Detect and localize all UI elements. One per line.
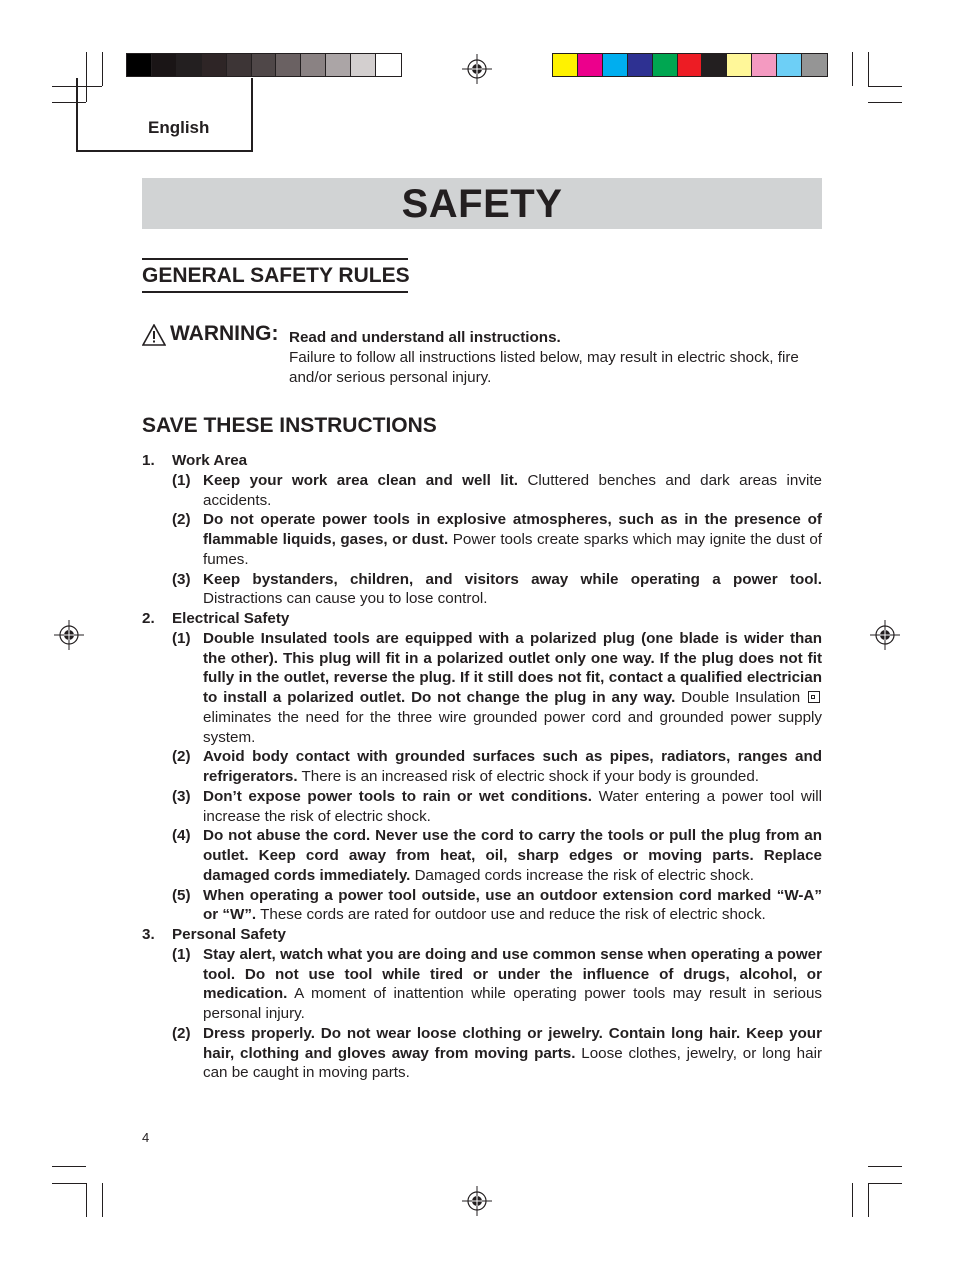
warning-label: WARNING: bbox=[170, 322, 279, 345]
color-swatch bbox=[276, 54, 301, 76]
color-swatch bbox=[802, 54, 827, 76]
section-title: Personal Safety bbox=[172, 926, 286, 943]
item-bold-text: When operating a power tool outside, use an outdoor extension cord marked “W-A” or “W”. bbox=[203, 886, 822, 924]
list-item bbox=[142, 570, 822, 610]
crop-mark bbox=[868, 86, 902, 87]
warning-text bbox=[289, 328, 822, 387]
item-bold-text: Double Insulated tools are equipped with a polarized plug (one blade is wider than the other). This plug will fit in a polarized outlet only one way. If the plug does not fit fully in the outlet, reverse the plug. If it still does not fit, contact a qualified electrician to install a polarized outlet. Do not change the plug in any way. bbox=[203, 629, 822, 706]
item-text: eliminates the need for the three wire grounded power cord and grounded power supply system. bbox=[203, 708, 822, 746]
item-number: (2) bbox=[172, 1024, 191, 1042]
item-bold-text: Do not abuse the cord. Never use the cord to carry the tools or pull the plug from an outlet. Keep cord away from heat, oil, sharp edges or moving parts. Replace damaged cords immediately. bbox=[203, 827, 822, 884]
registration-mark-icon bbox=[462, 54, 492, 84]
color-swatch bbox=[777, 54, 802, 76]
list-item bbox=[142, 945, 822, 1024]
color-swatch bbox=[127, 54, 152, 76]
list-item bbox=[142, 1024, 822, 1083]
section-number: 1. bbox=[142, 452, 155, 469]
item-text: Water entering a power tool will increase the risk of electric shock. bbox=[203, 787, 822, 825]
list-item bbox=[142, 471, 822, 511]
safety-rules-list bbox=[142, 451, 822, 1083]
title-band bbox=[142, 178, 822, 229]
section-number: 3. bbox=[142, 926, 155, 943]
color-swatch bbox=[752, 54, 777, 76]
section-number: 2. bbox=[142, 610, 155, 627]
process-color-bar bbox=[552, 53, 828, 77]
crop-mark bbox=[52, 1166, 86, 1167]
item-text: Damaged cords increase the risk of electric shock. bbox=[410, 866, 754, 884]
item-bold-text: Avoid body contact with grounded surfaces such as pipes, radiators, ranges and refrigerators. bbox=[203, 748, 822, 785]
item-bold-text: Don’t expose power tools to rain or wet conditions. bbox=[203, 787, 592, 805]
list-item bbox=[142, 787, 822, 827]
color-swatch bbox=[177, 54, 202, 76]
item-bold-text: Stay alert, watch what you are doing and use common sense when operating a power tool. Do not use tool while tired or under the influence of drugs, alcohol, or medication. bbox=[203, 945, 822, 1003]
warning-triangle-icon bbox=[142, 324, 166, 346]
warning-bold-text: Read and understand all instructions. bbox=[289, 329, 561, 346]
item-bold-text: Dress properly. Do not wear loose clothing or jewelry. Contain long hair. Keep your hair, clothing and gloves away from moving parts. bbox=[203, 1024, 822, 1062]
item-number: (3) bbox=[172, 787, 191, 805]
color-swatch bbox=[653, 54, 678, 76]
language-label: English bbox=[148, 118, 210, 137]
color-swatch bbox=[252, 54, 277, 76]
item-number: (1) bbox=[172, 945, 191, 963]
item-text: Distractions can cause you to lose control. bbox=[203, 590, 488, 608]
save-instructions-heading: SAVE THESE INSTRUCTIONS bbox=[142, 414, 437, 437]
color-swatch bbox=[326, 54, 351, 76]
registration-mark-icon bbox=[870, 620, 900, 650]
item-bold-text: Keep bystanders, children, and visitors away while operating a power tool. bbox=[203, 570, 822, 588]
general-rules-heading-box bbox=[142, 258, 408, 293]
warning-body-text: Failure to follow all instructions listed below, may result in electric shock, fire and/or serious personal injury. bbox=[289, 348, 799, 386]
crop-mark bbox=[852, 52, 853, 86]
crop-mark bbox=[868, 102, 902, 103]
item-text: Power tools create sparks which may ignite the dust of fumes. bbox=[203, 531, 822, 568]
item-text: Cluttered benches and dark areas invite accidents. bbox=[203, 471, 822, 509]
section-heading bbox=[142, 451, 822, 471]
list-item bbox=[142, 747, 822, 787]
crop-mark bbox=[868, 1166, 902, 1167]
page-title: SAFETY bbox=[401, 182, 563, 226]
item-text: These cords are rated for outdoor use and reduce the risk of electric shock. bbox=[256, 906, 766, 924]
color-swatch bbox=[702, 54, 727, 76]
list-item bbox=[142, 886, 822, 926]
item-number: (2) bbox=[172, 511, 191, 529]
color-swatch bbox=[678, 54, 703, 76]
list-item bbox=[142, 826, 822, 885]
registration-mark-icon bbox=[462, 1186, 492, 1216]
list-item bbox=[142, 510, 822, 569]
item-text: There is an increased risk of electric shock if your body is grounded. bbox=[297, 768, 760, 785]
color-swatch bbox=[603, 54, 628, 76]
item-number: (1) bbox=[172, 471, 191, 489]
color-swatch bbox=[727, 54, 752, 76]
crop-mark bbox=[868, 1183, 902, 1184]
gray-color-bar bbox=[126, 53, 402, 77]
item-number: (3) bbox=[172, 570, 191, 588]
item-number: (4) bbox=[172, 827, 191, 845]
item-text: Double Insulation bbox=[675, 689, 801, 706]
item-text: Loose clothes, jewelry, or long hair can be caught in moving parts. bbox=[203, 1044, 822, 1082]
section-heading bbox=[142, 925, 822, 945]
list-item bbox=[142, 629, 822, 748]
color-swatch bbox=[578, 54, 603, 76]
crop-mark bbox=[852, 1183, 853, 1217]
item-number: (5) bbox=[172, 886, 191, 904]
color-swatch bbox=[376, 54, 401, 76]
color-swatch bbox=[351, 54, 376, 76]
crop-mark bbox=[868, 1183, 869, 1217]
crop-mark bbox=[52, 1183, 86, 1184]
color-swatch bbox=[152, 54, 177, 76]
color-swatch bbox=[628, 54, 653, 76]
section-title: Electrical Safety bbox=[172, 610, 290, 627]
item-bold-text: Do not operate power tools in explosive atmospheres, such as in the presence of flammable liquids, gases, or dust. bbox=[203, 511, 822, 548]
crop-mark bbox=[868, 52, 869, 86]
item-number: (1) bbox=[172, 629, 191, 647]
section-heading bbox=[142, 609, 822, 629]
crop-mark bbox=[86, 1183, 87, 1217]
language-tab bbox=[76, 78, 253, 152]
registration-mark-icon bbox=[54, 620, 84, 650]
page-number: 4 bbox=[142, 1130, 150, 1145]
crop-mark bbox=[102, 1183, 103, 1217]
item-bold-text: Keep your work area clean and well lit. bbox=[203, 471, 519, 489]
item-number: (2) bbox=[172, 748, 191, 766]
item-text: A moment of inattention while operating power tools may result in serious personal injury. bbox=[203, 985, 822, 1022]
general-rules-heading: GENERAL SAFETY RULES bbox=[142, 264, 410, 287]
color-swatch bbox=[202, 54, 227, 76]
color-swatch bbox=[553, 54, 578, 76]
color-swatch bbox=[301, 54, 326, 76]
double-insulation-icon bbox=[808, 691, 820, 703]
color-swatch bbox=[227, 54, 252, 76]
section-title: Work Area bbox=[172, 452, 248, 469]
